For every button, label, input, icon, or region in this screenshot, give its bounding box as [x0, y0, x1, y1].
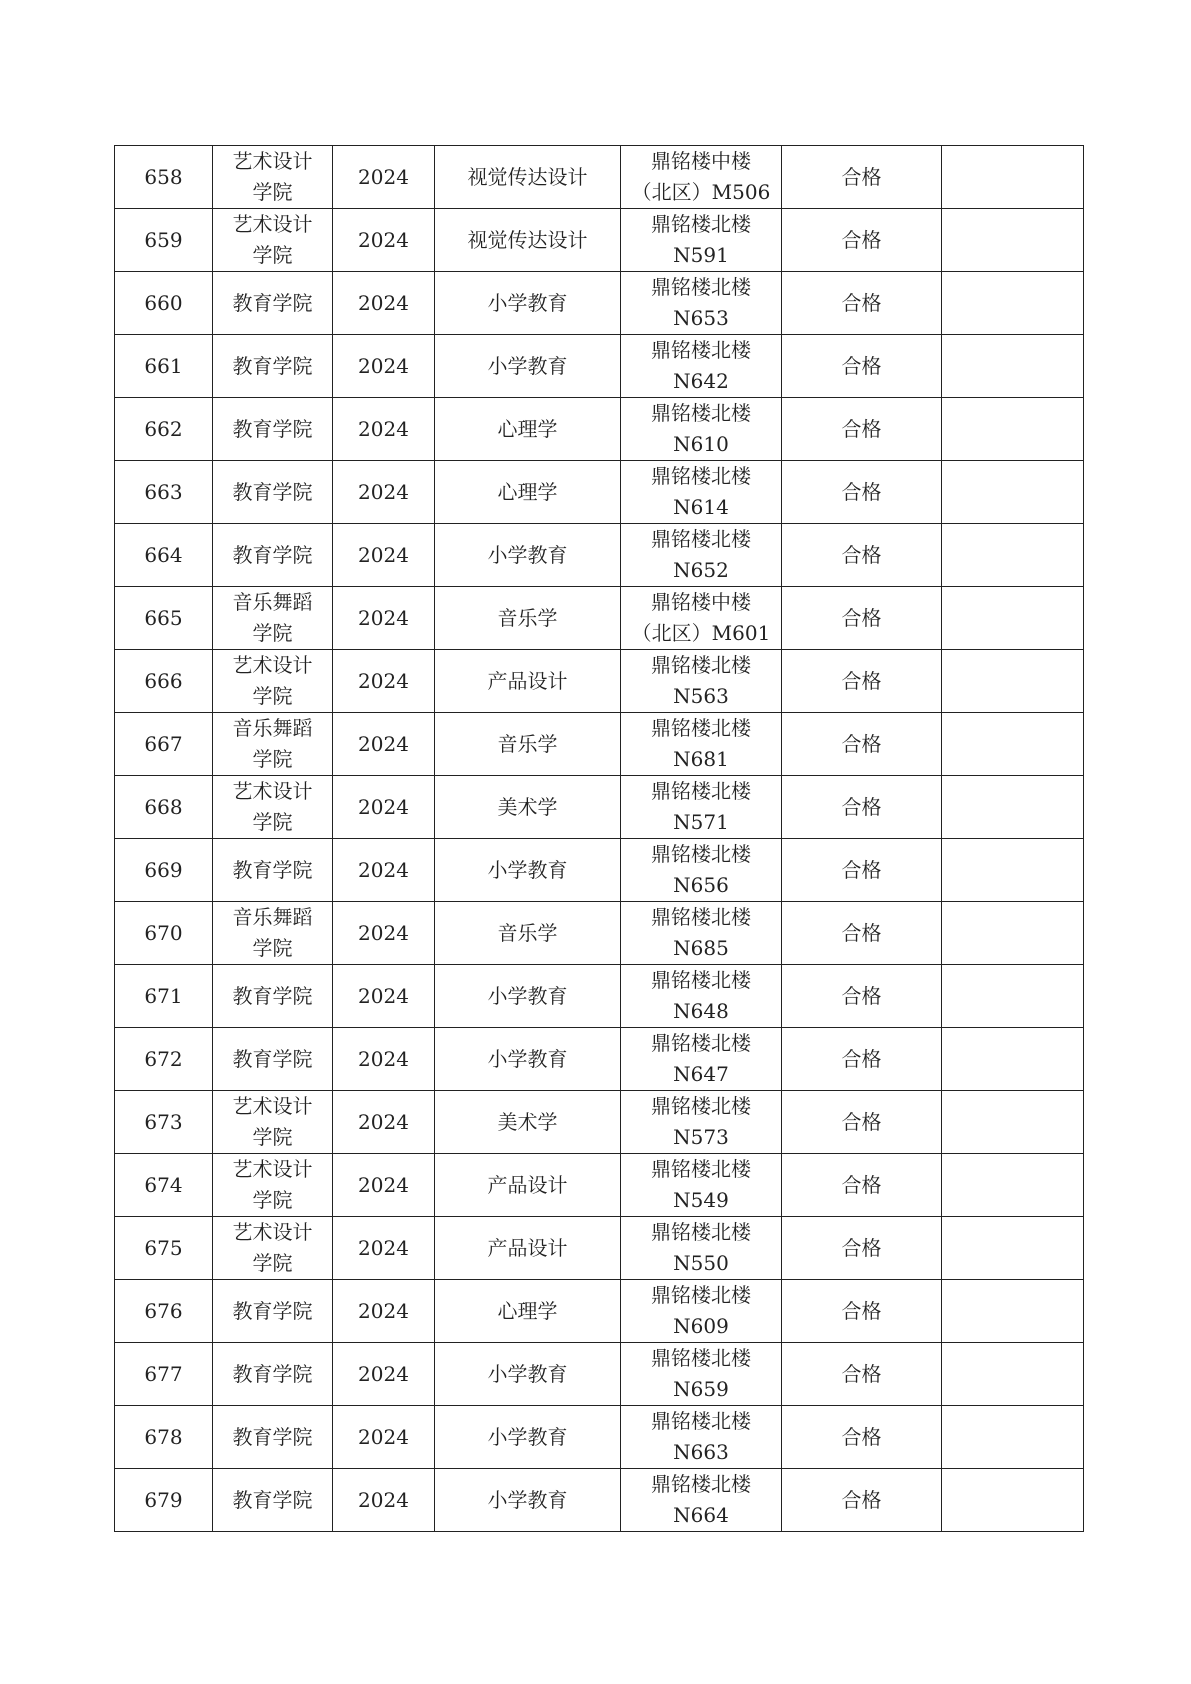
location-cell — [621, 461, 782, 524]
college-cell — [213, 1280, 333, 1343]
college-cell — [213, 650, 333, 713]
college-cell-line: 教育学院 — [232, 353, 313, 378]
college-cell-line: 艺术设计 — [232, 1157, 313, 1181]
location-cell-line: N610 — [673, 432, 729, 456]
location-cell — [621, 902, 782, 965]
college-cell — [213, 902, 333, 965]
major-cell: 小学教育 — [435, 1469, 621, 1532]
location-cell — [621, 209, 782, 272]
location-cell-line: 鼎铭楼北楼 — [651, 1031, 751, 1055]
location-cell-line: N681 — [673, 747, 729, 771]
remark-cell — [942, 1028, 1084, 1091]
college-cell — [213, 839, 333, 902]
remark-cell — [942, 1280, 1084, 1343]
location-cell — [621, 1406, 782, 1469]
location-cell-line: （北区）M506 — [631, 180, 771, 204]
year-cell: 2024 — [333, 146, 435, 209]
year-cell: 2024 — [333, 1091, 435, 1154]
remark-cell — [942, 1091, 1084, 1154]
location-cell — [621, 713, 782, 776]
year-cell: 2024 — [333, 1028, 435, 1091]
remark-cell — [942, 146, 1084, 209]
college-cell — [213, 209, 333, 272]
location-cell-line: N614 — [673, 495, 729, 519]
table-row — [115, 902, 1084, 965]
result-cell: 合格 — [782, 146, 942, 209]
major-cell: 小学教育 — [435, 1406, 621, 1469]
table-row — [115, 965, 1084, 1028]
college-cell — [213, 272, 333, 335]
location-cell-line: N647 — [673, 1062, 729, 1086]
college-cell-line: 艺术设计 — [232, 1220, 313, 1244]
location-cell — [621, 587, 782, 650]
college-cell-line: 学院 — [252, 1188, 293, 1212]
result-cell: 合格 — [782, 1469, 942, 1532]
row-number-cell: 675 — [115, 1217, 213, 1280]
location-cell-line: 鼎铭楼北楼 — [651, 527, 751, 551]
location-cell-line: 鼎铭楼北楼 — [651, 212, 751, 236]
location-cell-line: N653 — [673, 306, 729, 330]
location-cell-line: 鼎铭楼北楼 — [651, 653, 751, 677]
location-cell-line: N656 — [673, 873, 729, 897]
location-cell-line: 鼎铭楼中楼 — [651, 149, 751, 173]
college-cell — [213, 1091, 333, 1154]
location-cell — [621, 1343, 782, 1406]
table-row — [115, 650, 1084, 713]
table-row — [115, 713, 1084, 776]
major-cell: 小学教育 — [435, 1028, 621, 1091]
remark-cell — [942, 398, 1084, 461]
row-number-cell: 660 — [115, 272, 213, 335]
year-cell: 2024 — [333, 461, 435, 524]
college-cell-line: 音乐舞蹈 — [232, 905, 313, 929]
location-cell-line: 鼎铭楼北楼 — [651, 1220, 751, 1244]
college-cell-line: 学院 — [252, 243, 293, 267]
major-cell: 心理学 — [435, 461, 621, 524]
college-cell-line: 学院 — [252, 684, 293, 708]
location-cell-line: N664 — [673, 1503, 729, 1527]
year-cell: 2024 — [333, 524, 435, 587]
major-cell: 小学教育 — [435, 272, 621, 335]
college-cell-line: 教育学院 — [232, 1487, 313, 1512]
major-cell: 音乐学 — [435, 713, 621, 776]
location-cell-line: 鼎铭楼北楼 — [651, 1094, 751, 1118]
location-cell-line: N642 — [673, 369, 729, 393]
location-cell-line: N648 — [673, 999, 729, 1023]
major-cell: 心理学 — [435, 398, 621, 461]
major-cell: 美术学 — [435, 1091, 621, 1154]
college-cell-line: 教育学院 — [232, 416, 313, 441]
location-cell — [621, 398, 782, 461]
row-number-cell: 662 — [115, 398, 213, 461]
college-cell — [213, 1469, 333, 1532]
result-cell: 合格 — [782, 839, 942, 902]
row-number-cell: 678 — [115, 1406, 213, 1469]
location-cell-line: N609 — [673, 1314, 729, 1338]
college-cell — [213, 461, 333, 524]
college-cell-line: 教育学院 — [232, 290, 313, 315]
result-cell: 合格 — [782, 587, 942, 650]
college-cell-line: 学院 — [252, 621, 293, 645]
college-cell-line: 教育学院 — [232, 542, 313, 567]
college-cell — [213, 1154, 333, 1217]
college-cell — [213, 398, 333, 461]
college-cell-line: 教育学院 — [232, 1298, 313, 1323]
college-cell — [213, 1406, 333, 1469]
location-cell-line: 鼎铭楼北楼 — [651, 779, 751, 803]
result-cell: 合格 — [782, 335, 942, 398]
table-row — [115, 776, 1084, 839]
college-cell-line: 艺术设计 — [232, 653, 313, 677]
college-cell-line: 教育学院 — [232, 1424, 313, 1449]
table-row — [115, 1343, 1084, 1406]
result-cell: 合格 — [782, 272, 942, 335]
remark-cell — [942, 1217, 1084, 1280]
location-cell — [621, 1280, 782, 1343]
remark-cell — [942, 1406, 1084, 1469]
result-cell: 合格 — [782, 1406, 942, 1469]
college-cell-line: 教育学院 — [232, 857, 313, 882]
major-cell: 小学教育 — [435, 839, 621, 902]
year-cell: 2024 — [333, 335, 435, 398]
major-cell: 小学教育 — [435, 1343, 621, 1406]
year-cell: 2024 — [333, 1217, 435, 1280]
college-cell-line: 艺术设计 — [232, 149, 313, 173]
remark-cell — [942, 272, 1084, 335]
table-row — [115, 335, 1084, 398]
result-cell: 合格 — [782, 461, 942, 524]
location-cell — [621, 1217, 782, 1280]
table-row — [115, 839, 1084, 902]
remark-cell — [942, 461, 1084, 524]
year-cell: 2024 — [333, 1469, 435, 1532]
college-cell-line: 艺术设计 — [232, 212, 313, 236]
college-cell-line: 教育学院 — [232, 1046, 313, 1071]
location-cell-line: N685 — [673, 936, 729, 960]
remark-cell — [942, 713, 1084, 776]
college-cell-line: 学院 — [252, 1251, 293, 1275]
location-cell — [621, 272, 782, 335]
college-cell — [213, 1217, 333, 1280]
major-cell: 小学教育 — [435, 335, 621, 398]
college-cell — [213, 713, 333, 776]
year-cell: 2024 — [333, 398, 435, 461]
result-cell: 合格 — [782, 1028, 942, 1091]
location-cell-line: N652 — [673, 558, 729, 582]
row-number-cell: 661 — [115, 335, 213, 398]
result-cell: 合格 — [782, 776, 942, 839]
college-cell — [213, 335, 333, 398]
major-cell: 产品设计 — [435, 1217, 621, 1280]
major-cell: 产品设计 — [435, 1154, 621, 1217]
result-cell: 合格 — [782, 1280, 942, 1343]
row-number-cell: 666 — [115, 650, 213, 713]
inspection-results-table — [114, 145, 1084, 1532]
location-cell — [621, 1028, 782, 1091]
location-cell — [621, 965, 782, 1028]
major-cell: 视觉传达设计 — [435, 209, 621, 272]
table-row — [115, 524, 1084, 587]
college-cell — [213, 524, 333, 587]
result-cell: 合格 — [782, 713, 942, 776]
remark-cell — [942, 839, 1084, 902]
location-cell-line: 鼎铭楼北楼 — [651, 1157, 751, 1181]
college-cell-line: 教育学院 — [232, 983, 313, 1008]
year-cell: 2024 — [333, 587, 435, 650]
year-cell: 2024 — [333, 1406, 435, 1469]
row-number-cell: 665 — [115, 587, 213, 650]
row-number-cell: 672 — [115, 1028, 213, 1091]
remark-cell — [942, 776, 1084, 839]
row-number-cell: 673 — [115, 1091, 213, 1154]
remark-cell — [942, 1343, 1084, 1406]
result-cell: 合格 — [782, 965, 942, 1028]
remark-cell — [942, 1469, 1084, 1532]
location-cell-line: 鼎铭楼北楼 — [651, 1283, 751, 1307]
year-cell: 2024 — [333, 839, 435, 902]
row-number-cell: 671 — [115, 965, 213, 1028]
location-cell-line: （北区）M601 — [631, 621, 771, 645]
college-cell-line: 学院 — [252, 936, 293, 960]
location-cell — [621, 650, 782, 713]
result-cell: 合格 — [782, 902, 942, 965]
college-cell-line: 音乐舞蹈 — [232, 716, 313, 740]
row-number-cell: 659 — [115, 209, 213, 272]
location-cell-line: N663 — [673, 1440, 729, 1464]
table-row — [115, 1028, 1084, 1091]
location-cell-line: N573 — [673, 1125, 729, 1149]
major-cell: 产品设计 — [435, 650, 621, 713]
row-number-cell: 676 — [115, 1280, 213, 1343]
table-row — [115, 209, 1084, 272]
year-cell: 2024 — [333, 776, 435, 839]
table-row — [115, 1469, 1084, 1532]
location-cell — [621, 1091, 782, 1154]
location-cell-line: 鼎铭楼北楼 — [651, 716, 751, 740]
result-cell: 合格 — [782, 1343, 942, 1406]
location-cell-line: 鼎铭楼北楼 — [651, 338, 751, 362]
table-row — [115, 1406, 1084, 1469]
college-cell-line: 学院 — [252, 1125, 293, 1149]
major-cell: 音乐学 — [435, 902, 621, 965]
result-cell: 合格 — [782, 1091, 942, 1154]
year-cell: 2024 — [333, 272, 435, 335]
remark-cell — [942, 335, 1084, 398]
location-cell-line: N659 — [673, 1377, 729, 1401]
college-cell-line: 学院 — [252, 810, 293, 834]
remark-cell — [942, 209, 1084, 272]
location-cell-line: 鼎铭楼北楼 — [651, 842, 751, 866]
location-cell-line: 鼎铭楼中楼 — [651, 590, 751, 614]
location-cell — [621, 146, 782, 209]
college-cell-line: 艺术设计 — [232, 779, 313, 803]
table-row — [115, 146, 1084, 209]
row-number-cell: 670 — [115, 902, 213, 965]
college-cell-line: 教育学院 — [232, 1361, 313, 1386]
table-row — [115, 1217, 1084, 1280]
table-body — [115, 146, 1084, 1532]
location-cell — [621, 1154, 782, 1217]
major-cell: 视觉传达设计 — [435, 146, 621, 209]
row-number-cell: 674 — [115, 1154, 213, 1217]
location-cell-line: 鼎铭楼北楼 — [651, 275, 751, 299]
college-cell-line: 艺术设计 — [232, 1094, 313, 1118]
location-cell — [621, 524, 782, 587]
location-cell-line: 鼎铭楼北楼 — [651, 401, 751, 425]
row-number-cell: 669 — [115, 839, 213, 902]
result-cell: 合格 — [782, 209, 942, 272]
row-number-cell: 658 — [115, 146, 213, 209]
location-cell-line: 鼎铭楼北楼 — [651, 464, 751, 488]
table-row — [115, 398, 1084, 461]
location-cell-line: N563 — [673, 684, 729, 708]
college-cell — [213, 776, 333, 839]
year-cell: 2024 — [333, 1280, 435, 1343]
table-row — [115, 272, 1084, 335]
major-cell: 心理学 — [435, 1280, 621, 1343]
year-cell: 2024 — [333, 713, 435, 776]
location-cell-line: 鼎铭楼北楼 — [651, 905, 751, 929]
remark-cell — [942, 902, 1084, 965]
remark-cell — [942, 1154, 1084, 1217]
location-cell-line: N550 — [673, 1251, 729, 1275]
remark-cell — [942, 587, 1084, 650]
college-cell — [213, 146, 333, 209]
major-cell: 音乐学 — [435, 587, 621, 650]
college-cell — [213, 1343, 333, 1406]
table-row — [115, 1280, 1084, 1343]
major-cell: 美术学 — [435, 776, 621, 839]
major-cell: 小学教育 — [435, 524, 621, 587]
college-cell — [213, 587, 333, 650]
college-cell-line: 学院 — [252, 747, 293, 771]
year-cell: 2024 — [333, 209, 435, 272]
row-number-cell: 667 — [115, 713, 213, 776]
table-row — [115, 1154, 1084, 1217]
result-cell: 合格 — [782, 650, 942, 713]
college-cell — [213, 1028, 333, 1091]
location-cell — [621, 335, 782, 398]
result-cell: 合格 — [782, 1217, 942, 1280]
year-cell: 2024 — [333, 1343, 435, 1406]
location-cell — [621, 776, 782, 839]
location-cell-line: 鼎铭楼北楼 — [651, 1409, 751, 1433]
result-cell: 合格 — [782, 398, 942, 461]
row-number-cell: 668 — [115, 776, 213, 839]
table-row — [115, 461, 1084, 524]
location-cell-line: N591 — [673, 243, 729, 267]
row-number-cell: 677 — [115, 1343, 213, 1406]
table-row — [115, 1091, 1084, 1154]
result-cell: 合格 — [782, 1154, 942, 1217]
location-cell — [621, 839, 782, 902]
major-cell: 小学教育 — [435, 965, 621, 1028]
college-cell-line: 音乐舞蹈 — [232, 590, 313, 614]
college-cell-line: 教育学院 — [232, 479, 313, 504]
location-cell — [621, 1469, 782, 1532]
remark-cell — [942, 965, 1084, 1028]
remark-cell — [942, 524, 1084, 587]
location-cell-line: N549 — [673, 1188, 729, 1212]
remark-cell — [942, 650, 1084, 713]
year-cell: 2024 — [333, 650, 435, 713]
year-cell: 2024 — [333, 902, 435, 965]
row-number-cell: 679 — [115, 1469, 213, 1532]
location-cell-line: 鼎铭楼北楼 — [651, 1346, 751, 1370]
location-cell-line: N571 — [673, 810, 729, 834]
location-cell-line: 鼎铭楼北楼 — [651, 1472, 751, 1496]
row-number-cell: 664 — [115, 524, 213, 587]
year-cell: 2024 — [333, 1154, 435, 1217]
location-cell-line: 鼎铭楼北楼 — [651, 968, 751, 992]
table-row — [115, 587, 1084, 650]
year-cell: 2024 — [333, 965, 435, 1028]
college-cell — [213, 965, 333, 1028]
row-number-cell: 663 — [115, 461, 213, 524]
college-cell-line: 学院 — [252, 180, 293, 204]
result-cell: 合格 — [782, 524, 942, 587]
